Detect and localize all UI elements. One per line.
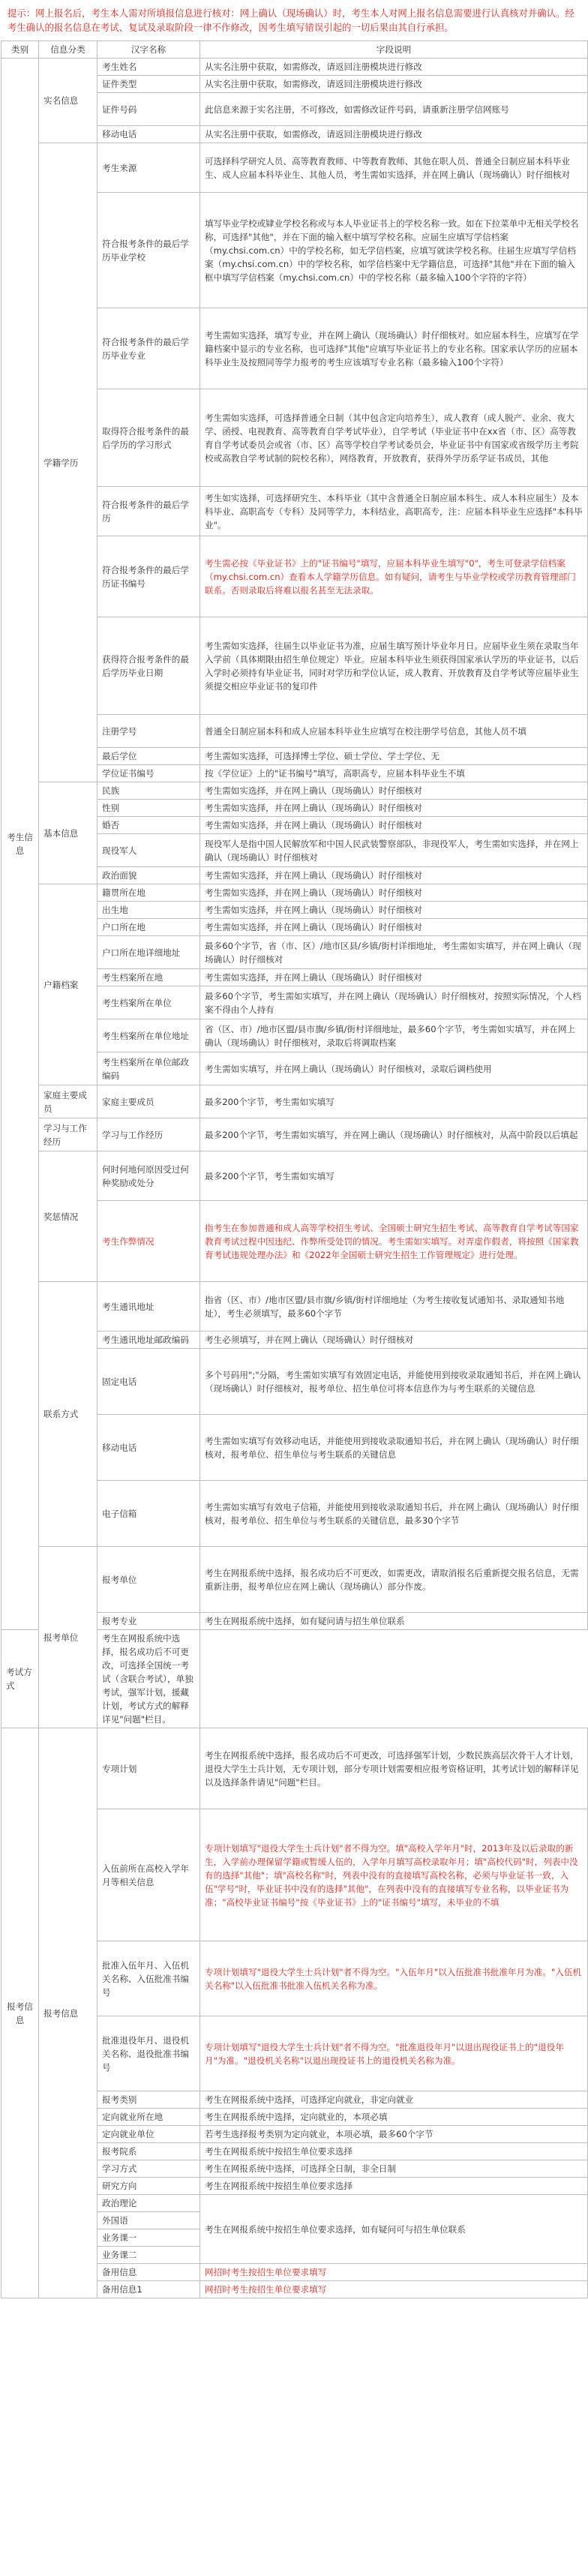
field-name: 外国语 [98,2212,200,2229]
table-row [2,1085,588,1118]
field-description: 最多60个字节，省（市、区）/地市区县/乡镇/街村详细地址，考生需如实填写，并在网上确认（现场确认）时仔细核对 [200,936,588,969]
field-name: 家庭主要成员 [98,1085,200,1118]
header-item: 汉字名称 [98,41,200,59]
field-name: 报考院系 [98,2143,200,2160]
table-row [2,1118,588,1151]
group-cell: 家庭主要成员 [39,1085,98,1118]
group-cell: 报考信息 [39,1728,98,2298]
field-description: 从实名注册中获取，如需修改，请返回注册模块进行修改 [200,59,588,76]
field-name: 符合报考条件的最后学历证书编号 [98,536,200,617]
field-name: 注册学号 [98,715,200,748]
field-name: 学习与工作经历 [98,1118,200,1151]
table-row [2,1151,588,1201]
field-name: 业务课一 [98,2229,200,2247]
field-description: 指省（区、市）/地市区盟/县市旗/乡镇/街村详细地址（为考生接收复试通知书、录取通知书地址），考生必须填写，最多60个字节 [200,1282,588,1332]
field-description: 可选择科学研究人员、高等教育教师、中等教育教师、其他在职人员、普通全日制应届本科毕业生、成人应届本科毕业生、其他人员，考生需如实选择，并在网上确认（现场确认）时仔细核对 [200,143,588,193]
field-name: 考生档案所在地 [98,969,200,986]
field-name: 符合报考条件的最后学历 [98,487,200,536]
field-description: 考生需如实选择，可选择博士学位、硕士学位、学士学位、无 [200,748,588,765]
field-name: 学位证书编号 [98,765,200,782]
field-name: 移动电话 [98,126,200,143]
table-header-row [2,41,588,59]
category-cell: 报考信息 [2,1728,39,2298]
field-description: 填写毕业学校或肄业学校名称或与本人毕业证书上的学校名称一致。如在下拉菜单中无相关学校名称，可选择"其他"，并在下面的输入框中填写学校名称。应届生应填写学信档案（my.chsi.com.cn）中的学校名称，如无学信档案，应填写就读学校名称。往届生应填写学信档案（my.chsi.com.cn）中的学校名称，如学信档案中无学籍信息，可选择"其他"并在下面的输入框中填写学信档案（my.chsi.com.cn）中的学校名称（最多输入100个字符的字符） [200,193,588,308]
field-description: 考生需如实填写有效移动电话，并能使用到接收录取通知书后，并在网上确认（现场确认）时仔细核对，报考单位、招生单位与考生联系的关键信息 [200,1415,588,1481]
field-description: 考生必须填写，并在网上确认（现场确认）时仔细核对 [200,1332,588,1349]
field-name: 民族 [98,782,200,800]
field-name: 婚否 [98,817,200,834]
field-name: 符合报考条件的最后学历毕业专业 [98,308,200,389]
group-cell: 基本信息 [39,782,98,884]
field-name: 备用信息1 [98,2281,200,2298]
field-description: 考生需如实选择，并在网上确认（现场确认）时仔细核对 [200,867,588,884]
field-description: 考生需如实选择，并在网上确认（现场确认）时仔细核对 [200,884,588,902]
field-description: 考生在网报系统中选择，可选择全日制，非全日制 [200,2160,588,2178]
field-name: 最后学位 [98,748,200,765]
group-cell: 学习与工作经历 [39,1118,98,1151]
field-name: 籍贯所在地 [98,884,200,902]
field-name: 获得符合报考条件的最后学历毕业日期 [98,617,200,715]
field-name: 学习方式 [98,2160,200,2178]
field-description: 考生需如实选择，并在网上确认（现场确认）时仔细核对 [200,782,588,800]
field-description: 考生如实选择，可选择研究生、本科毕业（其中含普通全日制应届本科生、成人本科应届生）及本科毕业、高职高专（专科）及同等学力，本科结业，高职高专，注：应届本科毕业生应选择"本科毕业"。 [200,487,588,536]
field-name: 批准入伍年月、入伍机关名称、入伍批准书编号 [98,1941,200,2016]
field-description: 普通全日制应届本科和成人应届本科毕业生应填写在校注册学号信息，其他人员不填 [200,715,588,748]
category-cell: 考生信息 [2,59,39,1630]
field-description: 考生在网报系统中按招生单位要求选择 [200,2178,588,2195]
field-name: 报考专业 [98,1613,200,1630]
field-name: 考生通讯地址 [98,1282,200,1332]
field-name: 考试方式 [2,1630,39,1728]
field-name: 性别 [98,800,200,817]
field-name: 考生通讯地址邮政编码 [98,1332,200,1349]
field-description: 考生需如实选择，并在网上确认（现场确认）时仔细核对 [200,817,588,834]
group-cell: 实名信息 [39,59,98,143]
field-name: 电子信箱 [98,1481,200,1547]
field-name: 专项计划 [98,1728,200,1809]
field-description: 最多60个字节，考生需如实填写，并在网上确认（现场确认）时仔细核对，按照实际情况，个人档案不得由个人持有 [200,986,588,1019]
table-row [2,884,588,902]
field-description: 考生需如实选择，并在网上确认（现场确认）时仔细核对 [200,919,588,936]
field-name: 政治面貌 [98,867,200,884]
header-group: 信息分类 [39,41,98,59]
field-name: 报考类别 [98,2091,200,2109]
table-row [2,143,588,193]
field-description: 专项计划填写"退役大学生士兵计划"者不得为空。"批准退役年月"以退出现役证书上的"退役年月"为准。"退役机关名称"以退出现役证书上的退役机关名称为准。 [200,2016,588,2091]
field-name: 证件号码 [98,93,200,126]
field-description: 考生需如实选择，往届生以毕业证书为准，应届生填写预计毕业年月日。应届毕业生须在录取当年入学前（具体期限由招生单位规定）毕业。应届本科毕业生须获得国家承认学历的毕业证书，以后入学时必须持有毕业证书，同时对学历和学位认证，成人教育、开放教育及自学考试等应届毕业生须提交相应毕业证书的复印件 [200,617,588,715]
group-cell: 奖惩情况 [39,1151,98,1282]
header-description: 字段说明 [200,41,588,59]
field-name: 备用信息 [98,2264,200,2281]
field-name: 业务课二 [98,2247,200,2264]
field-description: 从实名注册中获取，如需修改，请返回注册模块进行修改 [200,126,588,143]
field-description-table [1,41,588,2298]
group-cell: 学籍学历 [39,143,98,782]
field-description: 考生需如实选择，并在网上确认（现场确认）时仔细核对 [200,902,588,919]
field-name: 定向就业所在地 [98,2109,200,2126]
field-name: 批准退役年月、退役机关名称、退役批准书编号 [98,2016,200,2091]
field-name: 研究方向 [98,2178,200,2195]
field-name: 政治理论 [98,2195,200,2212]
field-description: 考生在网报系统中选择，报名成功后不可更改，如需更改，请取消报名后重新提交报名信息，无需重新注册，报考单位应在网上确认（现场确认）部分作废。 [200,1547,588,1613]
header-category: 类别 [2,41,39,59]
table-row [2,1282,588,1332]
field-description: 考生在网报系统中选择，如有疑问请与招生单位联系 [200,1613,588,1630]
table-row [2,1728,588,1809]
field-name: 考生来源 [98,143,200,193]
field-name: 取得符合报考条件的最后学历的学习形式 [98,389,200,487]
field-description: 专项计划填写"退役大学生士兵计划"者不得为空。"入伍年月"以入伍批准书批准年月为准。"入伍机关名称"以入伍批准书批准入伍机关名称为准。 [200,1941,588,2016]
group-cell: 报考单位 [39,1547,98,1728]
field-description: 考生需必按《毕业证书》上的"证书编号"填写，应届本科毕业生填写"0"，考生可登录学信档案（my.chsi.com.cn）查看本人学籍学历信息。如有疑问，请考生与毕业学校或学历教育管理部门联系。否则录取后将难以报名甚至无法录取。 [200,536,588,617]
field-description: 省（区、市）/地市区盟/县市旗/乡镇/街村详细地址，最多60个字节，考生需如实填写，并在网上确认（现场确认）时仔细核对，录取后将调取档案 [200,1019,588,1052]
field-description: 考生需如实填写有效电子信箱，并能使用到接收录取通知书后，并在网上确认（现场确认）时仔细核对，报考单位、招生单位与考生联系的关键信息，最多30个字节 [200,1481,588,1547]
field-name: 考生档案所在单位邮政编码 [98,1052,200,1085]
field-name: 证件类型 [98,76,200,93]
field-name: 固定电话 [98,1349,200,1415]
field-description: 考生在网报系统中按招生单位要求选择 [200,2143,588,2160]
field-name: 出生地 [98,902,200,919]
field-name: 考生档案所在单位地址 [98,1019,200,1052]
notice-text: 提示：网上报名后，考生本人需对所填报信息进行核对：网上确认（现场确认）时，考生本人对网上报名信息需要进行认真核对并确认。经考生确认的报名信息在考试、复试及录取阶段一律不作修改，因考生填写错误引起的一切后果由其自行承担。 [8,8,574,33]
field-description: 考生需如实填写，并在网上确认（现场确认）时仔细核对，录取后调档使用 [200,1052,588,1085]
field-name: 考生档案所在单位 [98,986,200,1019]
table-row [2,59,588,76]
field-name: 户口所在地 [98,919,200,936]
field-description: 最多200个字节，考生需如实填写，并在网上确认（现场确认）时仔细核对，从高中阶段以后填起 [200,1118,588,1151]
field-description: 考生在网报系统中选择，定向就业的，本项必填 [200,2109,588,2126]
field-name: 现役军人 [98,834,200,867]
field-description: 此信息来源于实名注册，不可修改，如需修改证件号码，请重新注册学信网账号 [200,93,588,126]
field-description: 多个号码用";"分隔，考生需如实填写有效固定电话，并能使用到接收录取通知书后，并在网上确认（现场确认）时仔细核对，报考单位、招生单位可将本信息作为与考生联系的关键信息 [200,1349,588,1415]
field-description: 考生需如实选择，填写专业，并在网上确认（现场确认）时仔细核对。如应届本科生，应填写在学籍档案中显示的专业名称，也可选择"其他"应填写毕业证书上的专业名称。国家承认学历的应届本科毕业生及按照同等学力报考的考生应该填写专业名称（最多输入100个字符） [200,308,588,389]
field-description: 最多200个字节，考生需如实填写 [200,1085,588,1118]
field-name: 考生作弊情况 [98,1201,200,1282]
field-description: 现役军人是指中国人民解放军和中国人民武装警察部队，非现役军人，考生需如实选择，并在网上确认（现场确认）时仔细核对 [200,834,588,867]
field-description: 若考生选择报考类别为定向就业，本项必填，最多60个字节 [200,2126,588,2143]
field-name: 考生姓名 [98,59,200,76]
field-description: 考生需如实选择，并在网上确认（现场确认）时仔细核对 [200,969,588,986]
table-row [2,782,588,800]
field-description: 考生需如实选择，可选择普通全日制（其中包含定向培养生），成人教育（成人脱产、业余、夜大学、函授、电视教育、高等教育自学考试毕业），自学考试（毕业证书中在xx省（市、区）高等教育自学考试委员会或省（市、区）高等学校自学考试委员会，毕业证书中有国家或省级学历主考院校或高教自学考试制的院校名称），网络教育，开放教育，获得外学历系学证书成员，其他 [200,389,588,487]
field-name: 报考单位 [98,1547,200,1613]
field-description: 考生在网报系统中选择，报名成功后不可更改，可选择全国统一考试（含联合考试），单独考试，强军计划，援藏计划，考试方式的解释详见"问题"栏目。 [98,1630,200,1728]
field-description: 考生需如实选择，并在网上确认（现场确认）时仔细核对 [200,800,588,817]
field-description: 网招时考生按招生单位要求填写 [200,2264,588,2281]
field-name: 户口所在地详细地址 [98,936,200,969]
field-description: 网招时考生按招生单位要求填写 [200,2281,588,2298]
field-description: 考生在网报系统中按招生单位要求选择，如有疑问可与招生单位联系 [200,2195,588,2264]
field-description: 指考生在参加普通和成人高等学校招生考试、全国硕士研究生招生考试、高等教育自学考试等国家教育考试过程中因违纪、作弊所受处罚的情况。考生需如实填写。对弄虚作假者，将按照《国家教育考试违规处理办法》和《2022年全国硕士研究生招生工作管理规定》进行处理。 [200,1201,588,1282]
field-name: 符合报考条件的最后学历毕业学校 [98,193,200,308]
field-name: 何时何地何原因受过何种奖励或处分 [98,1151,200,1201]
field-description: 考生在网报系统中选择，可选择定向就业，非定向就业 [200,2091,588,2109]
field-description: 专项计划填写"退役大学生士兵计划"者不得为空。填"高校入学年月"时，2013年及以后录取的新生，入学前办理保留学籍或暂缓人伍的，入学年月填写高校录取年月；填"高校代码"时，列表中没有的选择"其他"；填"高校名称"时，列表中没有的直接填写高校名称，必须与毕业证书一致，入伍"学号"时，毕业证书中没有的选择"其他"，在列表中没有的直接填写专业名称，以毕业证书为准；"高校毕业证书编号"按《毕业证书》上的"证书编号"填写，未毕业的不填 [200,1809,588,1941]
field-description: 最多200个字节，考生需如实填写 [200,1151,588,1201]
group-cell: 联系方式 [39,1282,98,1547]
field-description: 考生在网报系统中选择，报名成功后不可更改，可选择强军计划，少数民族高层次骨干人才计划，退役大学生士兵计划，无专项计划，部分专项计划需要相应报考资格证明，其考试计划的解释详见以及选择条件请见"问题"栏目。 [200,1728,588,1809]
field-description: 从实名注册中获取，如需修改，请返回注册模块进行修改 [200,76,588,93]
field-description: 按《学位证》上的"证书编号"填写，高职高专，应届本科毕业生不填 [200,765,588,782]
table-row [2,1547,588,1613]
group-cell: 户籍档案 [39,884,98,1085]
field-name: 移动电话 [98,1415,200,1481]
field-name: 入伍前所在高校入学年月等相关信息 [98,1809,200,1941]
field-name: 定向就业单位 [98,2126,200,2143]
